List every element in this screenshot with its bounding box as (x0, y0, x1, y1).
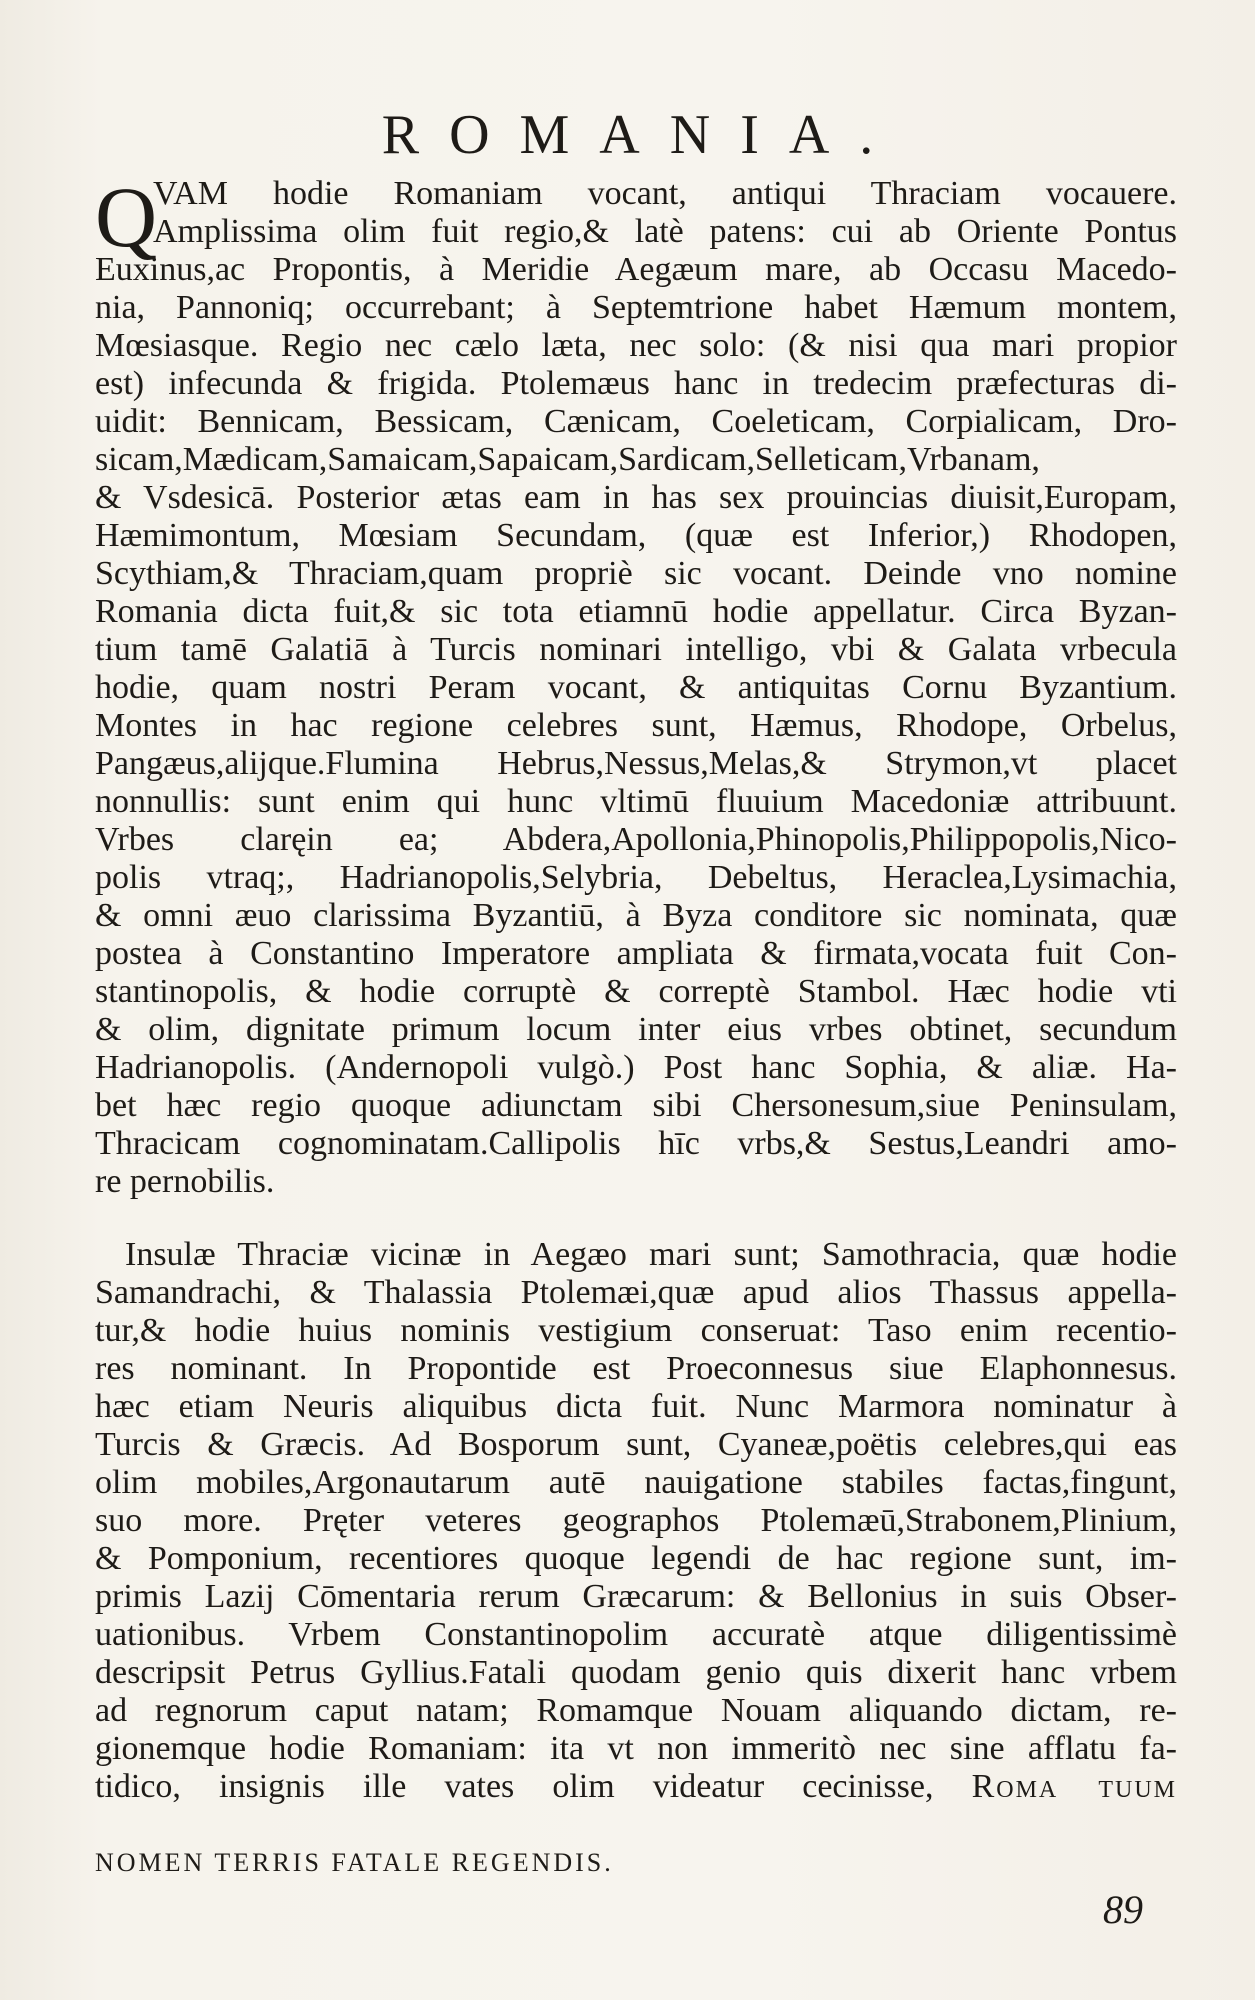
text-line (95, 1768, 1177, 1806)
text-line: est) infecunda & frigida. Ptolemæus hanc in tredecim præfecturas di- (95, 365, 1177, 402)
text-line: Thracicam cognominatam.Callipolis hīc vrbs,& Sestus,Leandri amo- (95, 1125, 1177, 1162)
text-line: Amplissima olim fuit regio,& latè patens: cui ab Oriente Pontus (153, 213, 1177, 250)
quote-start: Roma tuum (971, 1768, 1177, 1805)
text-line-body: tidico, insignis ille vates olim videatur cecinisse, (95, 1768, 972, 1805)
text-line: stantinopolis, & hodie corruptè & correptè Stambol. Hæc hodie vti (95, 973, 1177, 1010)
text-line: Mœsiasque. Regio nec cælo læta, nec solo: (& nisi qua mari propior (95, 327, 1177, 364)
text-line: Euxinus,ac Propontis, à Meridie Aegæum mare, ab Occasu Macedo- (95, 251, 1177, 288)
text-line: Hæmimontum, Mœsiam Secundam, (quæ est Inferior,) Rhodopen, (95, 517, 1177, 554)
text-line: hæc etiam Neuris aliquibus dicta fuit. Nunc Marmora nominatur à (95, 1388, 1177, 1425)
text-line: uidit: Bennicam, Bessicam, Cænicam, Coeleticam, Corpialicam, Dro- (95, 403, 1177, 440)
text-line: tur,& hodie huius nominis vestigium conseruat: Taso enim recentio- (95, 1312, 1177, 1349)
text-line: uationibus. Vrbem Constantinopolim accuratè atque diligentissimè (95, 1616, 1177, 1653)
text-line: Insulæ Thraciæ vicinæ in Aegæo mari sunt; Samothracia, quæ hodie (125, 1236, 1177, 1273)
text-line: Turcis & Græcis. Ad Bosporum sunt, Cyaneæ,poëtis celebres,qui eas (95, 1426, 1177, 1463)
text-line: suo more. Pręter veteres geographos Ptolemæū,Strabonem,Plinium, (95, 1502, 1177, 1539)
text-line: tium tamē Galatiā à Turcis nominari intelligo, vbi & Galata vrbecula (95, 631, 1177, 668)
text-line: Hadrianopolis. (Andernopoli vulgò.) Post hanc Sophia, & aliæ. Ha- (95, 1049, 1177, 1086)
page-number: 89 (1103, 1887, 1143, 1932)
quote-end: NOMEN TERRIS FATALE REGENDIS. (95, 1848, 614, 1877)
text-line: polis vtraq;, Hadrianopolis,Selybria, Debeltus, Heraclea,Lysimachia, (95, 859, 1177, 896)
text-line: & omni æuo clarissima Byzantiū, à Byza conditore sic nominata, quæ (95, 897, 1177, 934)
text-line: VAM hodie Romaniam vocant, antiqui Thraciam vocauere. (153, 175, 1177, 212)
text-line: re pernobilis. (95, 1163, 275, 1200)
text-line: postea à Constantino Imperatore ampliata & firmata,vocata fuit Con- (95, 935, 1177, 972)
text-line: olim mobiles,Argonautarum autē nauigatione stabiles factas,fingunt, (95, 1464, 1177, 1501)
text-line: gionemque hodie Romaniam: ita vt non immeritò nec sine afflatu fa- (95, 1730, 1177, 1767)
paragraph-1 (95, 169, 1177, 1201)
text-line: & Vsdesicā. Posterior ætas eam in has sex prouincias diuisit,Europam, (95, 479, 1177, 516)
text-line: Romania dicta fuit,& sic tota etiamnū hodie appellatur. Circa Byzan- (95, 593, 1177, 630)
text-line: nia, Pannoniq; occurrebant; à Septemtrione habet Hæmum montem, (95, 289, 1177, 326)
text-line: primis Lazij Cōmentaria rerum Græcarum: & Bellonius in suis Obser- (95, 1578, 1177, 1615)
page-title: ROMANIA. (381, 103, 904, 166)
text-line: nonnullis: sunt enim qui hunc vltimū fluuium Macedoniæ attribuunt. (95, 783, 1177, 820)
text-line: Vrbes claręin ea; Abdera,Apollonia,Phinopolis,Philippopolis,Nico- (95, 821, 1177, 858)
text-line: Montes in hac regione celebres sunt, Hæmus, Rhodope, Orbelus, (95, 707, 1177, 744)
drop-cap: Q (95, 169, 158, 265)
text-line: ad regnorum caput natam; Romamque Nouam aliquando dictam, re- (95, 1692, 1177, 1729)
text-line: sicam,Mædicam,Samaicam,Sapaicam,Sardicam,Selleticam,Vrbanam, (95, 441, 1040, 478)
paragraph-2 (95, 1236, 1177, 1806)
text-line: res nominant. In Propontide est Proeconnesus siue Elaphonnesus. (95, 1350, 1177, 1387)
text-line: descripsit Petrus Gyllius.Fatali quodam genio quis dixerit hanc vrbem (95, 1654, 1177, 1691)
text-line: Samandrachi, & Thalassia Ptolemæi,quæ apud alios Thassus appella- (95, 1274, 1177, 1311)
text-line: bet hæc regio quoque adiunctam sibi Chersonesum,siue Peninsulam, (95, 1087, 1177, 1124)
text-line: Scythiam,& Thraciam,quam propriè sic vocant. Deinde vno nomine (95, 555, 1177, 592)
text-line: Pangæus,alijque.Flumina Hebrus,Nessus,Melas,& Strymon,vt placet (95, 745, 1177, 782)
text-line: hodie, quam nostri Peram vocant, & antiquitas Cornu Byzantium. (95, 669, 1177, 706)
text-line: & Pomponium, recentiores quoque legendi de hac regione sunt, im- (95, 1540, 1177, 1577)
text-line: & olim, dignitate primum locum inter eius vrbes obtinet, secundum (95, 1011, 1177, 1048)
